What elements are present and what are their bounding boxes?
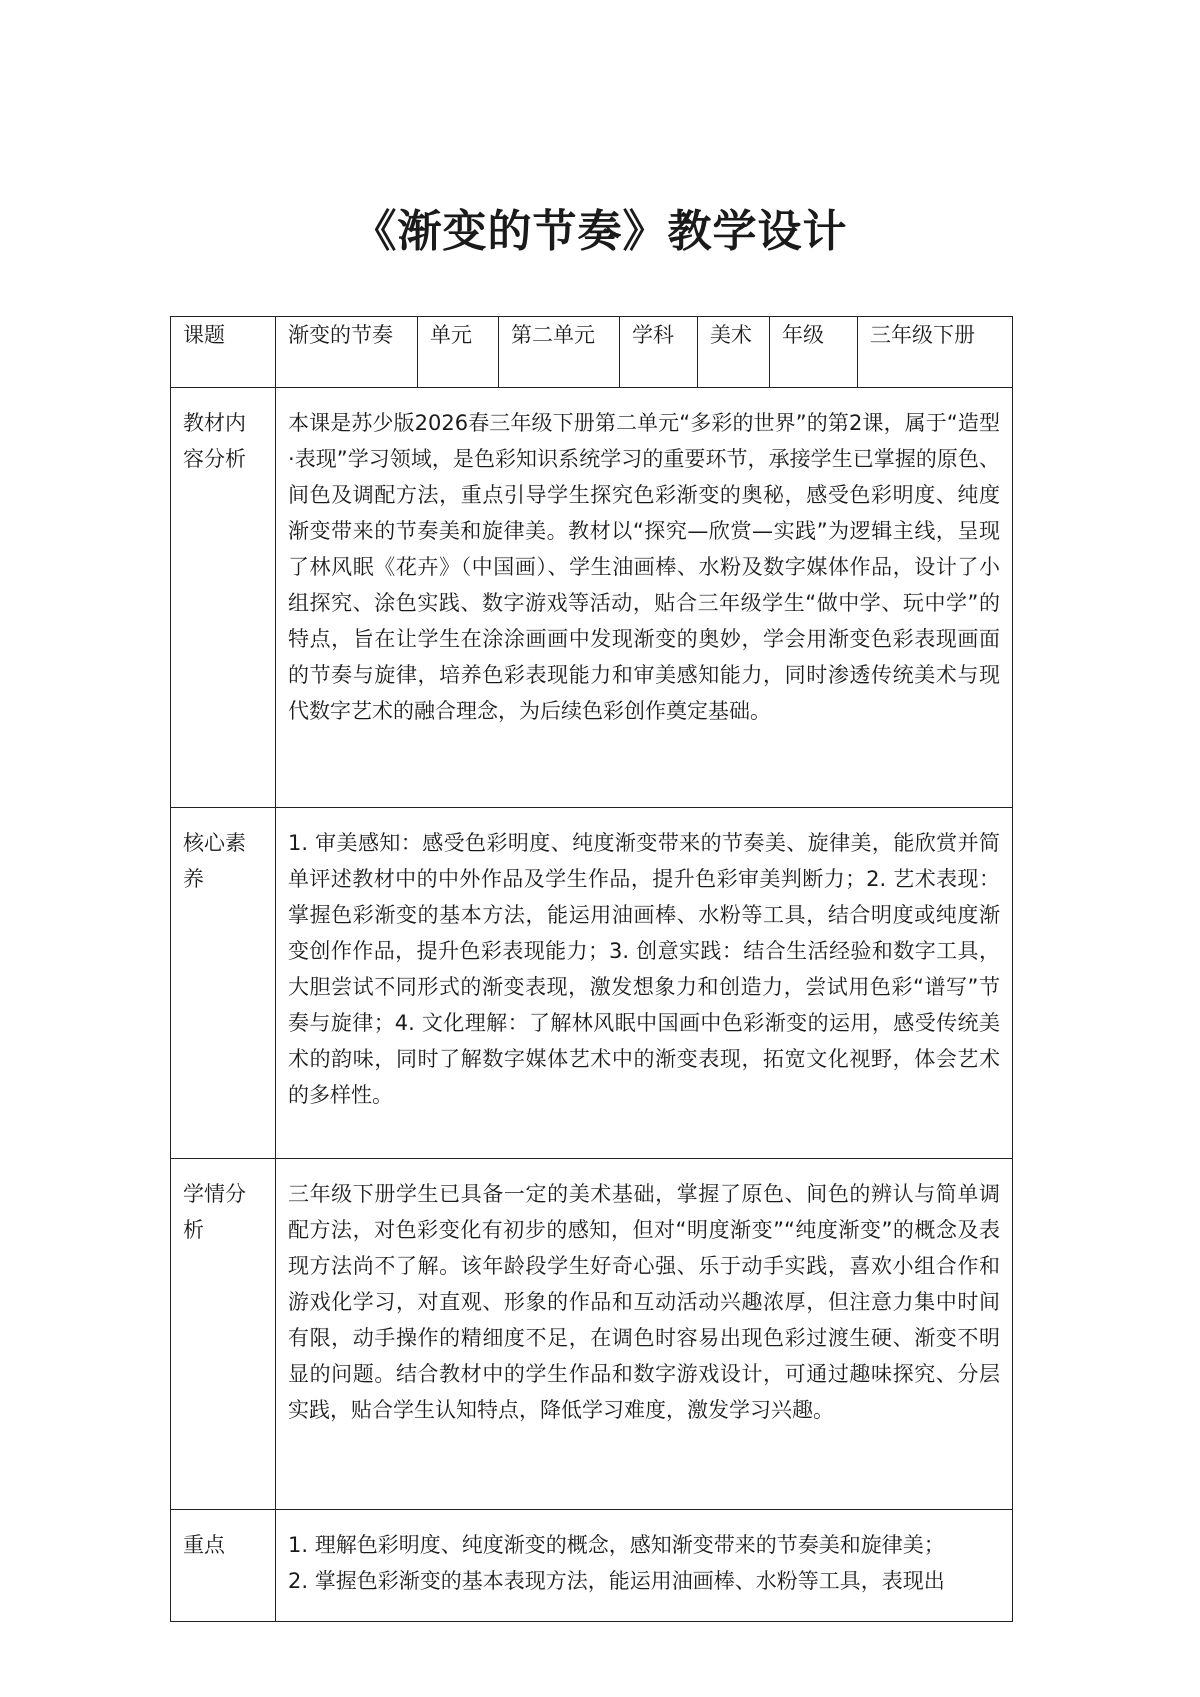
student-analysis-row <box>171 1159 1013 1510</box>
core-literacy-label: 核心素养 <box>171 808 276 1159</box>
topic-value: 渐变的节奏 <box>276 317 418 388</box>
subject-value: 美术 <box>698 317 770 388</box>
material-analysis-text: 本课是苏少版2026春三年级下册第二单元“多彩的世界”的第2课，属于“造型·表现”学习领域，是色彩知识系统学习的重要环节，承接学生已掌握的原色、间色及调配方法，重点引导学生探究色彩渐变的奥秘，感受色彩明度、纯度渐变带来的节奏美和旋律美。教材以“探究—欣赏—实践”为逻辑主线，呈现了林风眠《花卉》（中国画）、学生油画棒、水粉及数字媒体作品，设计了小组探究、涂色实践、数字游戏等活动，贴合三年级学生“做中学、玩中学”的特点，旨在让学生在涂涂画画中发现渐变的奥妙，学会用渐变色彩表现画面的节奏与旋律，培养色彩表现能力和审美感知能力，同时渗透传统美术与现代数字艺术的融合理念，为后续色彩创作奠定基础。 <box>276 388 1013 808</box>
grade-label: 年级 <box>770 317 858 388</box>
material-analysis-row <box>171 388 1013 808</box>
key-points-row <box>171 1510 1013 1622</box>
grade-value: 三年级下册 <box>858 317 1013 388</box>
lesson-plan-table <box>170 316 1013 1622</box>
unit-label: 单元 <box>418 317 499 388</box>
header-row <box>171 317 1013 388</box>
core-literacy-row <box>171 808 1013 1159</box>
key-points-label: 重点 <box>171 1510 276 1622</box>
student-analysis-text: 三年级下册学生已具备一定的美术基础，掌握了原色、间色的辨认与简单调配方法，对色彩变化有初步的感知，但对“明度渐变”“纯度渐变”的概念及表现方法尚不了解。该年龄段学生好奇心强、乐于动手实践，喜欢小组合作和游戏化学习，对直观、形象的作品和互动活动兴趣浓厚，但注意力集中时间有限，动手操作的精细度不足，在调色时容易出现色彩过渡生硬、渐变不明显的问题。结合教材中的学生作品和数字游戏设计，可通过趣味探究、分层实践，贴合学生认知特点，降低学习难度，激发学习兴趣。 <box>276 1159 1013 1510</box>
topic-label: 课题 <box>171 317 276 388</box>
unit-value: 第二单元 <box>499 317 620 388</box>
student-analysis-label: 学情分析 <box>171 1159 276 1510</box>
key-points-text <box>276 1510 1013 1622</box>
key-point-item: 1. 理解色彩明度、纯度渐变的概念，感知渐变带来的节奏美和旋律美； <box>288 1533 945 1557</box>
document-title: 《渐变的节奏》教学设计 <box>352 206 848 257</box>
material-analysis-label: 教材内容分析 <box>171 388 276 808</box>
subject-label: 学科 <box>620 317 698 388</box>
key-point-item: 2. 掌握色彩渐变的基本表现方法，能运用油画棒、水粉等工具，表现出 <box>288 1569 945 1593</box>
core-literacy-text: 1. 审美感知：感受色彩明度、纯度渐变带来的节奏美、旋律美，能欣赏并简单评述教材中的中外作品及学生作品，提升色彩审美判断力；2. 艺术表现：掌握色彩渐变的基本方法，能运用油画棒、水粉等工具，结合明度或纯度渐变创作作品，提升色彩表现能力；3. 创意实践：结合生活经验和数字工具，大胆尝试不同形式的渐变表现，激发想象力和创造力，尝试用色彩“谱写”节奏与旋律；4. 文化理解：了解林风眠中国画中色彩渐变的运用，感受传统美术的韵味，同时了解数字媒体艺术中的渐变表现，拓宽文化视野，体会艺术的多样性。 <box>276 808 1013 1159</box>
